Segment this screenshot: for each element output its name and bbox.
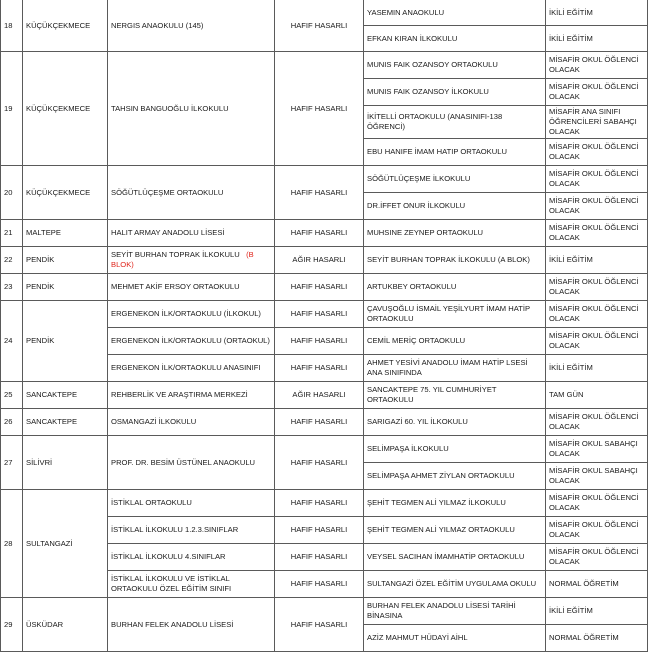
damage-cell: HAFIF HASARLI	[275, 328, 364, 355]
school-cell: MEHMET AKİF ERSOY ORTAOKULU	[108, 274, 275, 301]
row-number: 27	[1, 436, 23, 490]
school-cell: İSTİKLAL İLKOKULU 1.2.3.SINIFLAR	[108, 517, 275, 544]
school-cell: ERGENEKON İLK/ORTAOKULU (İLKOKUL)	[108, 301, 275, 328]
table-row	[1, 247, 648, 274]
damage-cell: HAFIF HASARLI	[275, 166, 364, 220]
damage-cell: HAFIF HASARLI	[275, 0, 364, 52]
status-cell: MİSAFİR OKUL SABAHÇI OLACAK	[546, 436, 648, 463]
target-school-cell: SELİMPAŞA İLKOKULU	[364, 436, 546, 463]
school-cell: ERGENEKON İLK/ORTAOKULU (ORTAOKUL)	[108, 328, 275, 355]
target-school-cell: ŞEHİT TEGMEN ALİ YILMAZ İLKOKULU	[364, 490, 546, 517]
status-cell: MİSAFİR OKUL ÖĞLENCİ OLACAK	[546, 409, 648, 436]
row-number: 23	[1, 274, 23, 301]
table-row	[1, 0, 648, 26]
status-cell: MİSAFİR OKUL ÖĞLENCİ OLACAK	[546, 274, 648, 301]
school-cell: SÖĞÜTLÜÇEŞME ORTAOKULU	[108, 166, 275, 220]
district-cell: PENDİK	[23, 301, 108, 382]
row-number: 21	[1, 220, 23, 247]
table-row	[1, 490, 648, 517]
status-cell: İKİLİ EĞİTİM	[546, 247, 648, 274]
target-school-cell: MUHSINE ZEYNEP ORTAOKULU	[364, 220, 546, 247]
status-cell: TAM GÜN	[546, 382, 648, 409]
target-school-cell: SARIGAZİ 60. YIL İLKOKULU	[364, 409, 546, 436]
school-cell: İSTİKLAL ORTAOKULU	[108, 490, 275, 517]
damage-cell: HAFIF HASARLI	[275, 52, 364, 166]
district-cell: SİLİVRİ	[23, 436, 108, 490]
row-number: 19	[1, 52, 23, 166]
district-cell: KÜÇÜKÇEKMECE	[23, 52, 108, 166]
status-cell: İKİLİ EĞİTİM	[546, 355, 648, 382]
row-number: 18	[1, 0, 23, 52]
district-cell: MALTEPE	[23, 220, 108, 247]
district-cell: KÜÇÜKÇEKMECE	[23, 166, 108, 220]
target-school-cell: CEMİL MERİÇ ORTAOKULU	[364, 328, 546, 355]
school-cell: İSTİKLAL İLKOKULU VE İSTİKLAL ORTAOKULU ÖZEL EĞİTİM SINIFI	[108, 571, 275, 598]
school-cell: ERGENEKON İLK/ORTAOKULU ANASINIFI	[108, 355, 275, 382]
target-school-cell: ŞEHİT TEGMEN ALİ YILMAZ ORTAOKULU	[364, 517, 546, 544]
target-school-cell: DR.İFFET ONUR İLKOKULU	[364, 193, 546, 220]
status-cell: MİSAFİR OKUL ÖĞLENCİ OLACAK	[546, 79, 648, 106]
row-number: 20	[1, 166, 23, 220]
target-school-cell: SEYİT BURHAN TOPRAK İLKOKULU (A BLOK)	[364, 247, 546, 274]
school-cell: İSTİKLAL İLKOKULU 4.SINIFLAR	[108, 544, 275, 571]
table-row	[1, 220, 648, 247]
status-cell: İKİLİ EĞİTİM	[546, 598, 648, 625]
row-number: 29	[1, 598, 23, 652]
status-cell: MİSAFİR ANA SINIFI ÖĞRENCİLERİ SABAHÇI OLACAK	[546, 106, 648, 139]
school-cell	[108, 247, 275, 274]
target-school-cell: ARTUKBEY ORTAOKULU	[364, 274, 546, 301]
district-cell: ÜSKÜDAR	[23, 598, 108, 652]
target-school-cell: SANCAKTEPE 75. YIL CUMHURİYET ORTAOKULU	[364, 382, 546, 409]
status-cell: İKİLİ EĞİTİM	[546, 26, 648, 52]
table-row	[1, 52, 648, 79]
table-row	[1, 382, 648, 409]
target-school-cell: YASEMIN ANAOKULU	[364, 0, 546, 26]
damage-cell: HAFIF HASARLI	[275, 544, 364, 571]
status-cell: NORMAL ÖĞRETİM	[546, 571, 648, 598]
target-school-cell: AZİZ MAHMUT HÜDAYİ AİHL	[364, 625, 546, 652]
district-cell: SANCAKTEPE	[23, 409, 108, 436]
district-cell: SANCAKTEPE	[23, 382, 108, 409]
damage-cell: AĞIR HASARLI	[275, 247, 364, 274]
target-school-cell: ÇAVUŞOĞLU İSMAİL YEŞİLYURT İMAM HATİP ORTAOKULU	[364, 301, 546, 328]
table-row	[1, 166, 648, 193]
damage-cell: HAFIF HASARLI	[275, 355, 364, 382]
damage-cell: HAFIF HASARLI	[275, 517, 364, 544]
table-row	[1, 301, 648, 328]
status-cell: MİSAFİR OKUL ÖĞLENCİ OLACAK	[546, 139, 648, 166]
damage-cell: HAFIF HASARLI	[275, 220, 364, 247]
status-cell: MİSAFİR OKUL ÖĞLENCİ OLACAK	[546, 220, 648, 247]
damage-cell: HAFIF HASARLI	[275, 409, 364, 436]
row-number: 26	[1, 409, 23, 436]
target-school-cell: SULTANGAZİ ÖZEL EĞİTİM UYGULAMA OKULU	[364, 571, 546, 598]
status-cell: MİSAFİR OKUL SABAHÇI OLACAK	[546, 463, 648, 490]
district-cell: KÜÇÜKÇEKMECE	[23, 0, 108, 52]
district-cell: PENDİK	[23, 274, 108, 301]
table-row	[1, 598, 648, 625]
block-note: (B BLOK)	[111, 250, 254, 269]
status-cell: İKİLİ EĞİTİM	[546, 0, 648, 26]
school-cell: REHBERLİK VE ARAŞTIRMA MERKEZİ	[108, 382, 275, 409]
school-cell: PROF. DR. BESİM ÜSTÜNEL ANAOKULU	[108, 436, 275, 490]
target-school-cell: AHMET YESİVİ ANADOLU İMAM HATİP LSESİ ANA SINIFINDA	[364, 355, 546, 382]
damage-cell: AĞIR HASARLI	[275, 382, 364, 409]
target-school-cell: İKİTELLİ ORTAOKULU (ANASINIFI-138 ÖĞRENCİ)	[364, 106, 546, 139]
district-cell: PENDİK	[23, 247, 108, 274]
target-school-cell: BURHAN FELEK ANADOLU LİSESİ TARİHİ BİNASINA	[364, 598, 546, 625]
target-school-cell: SELİMPAŞA AHMET ZİYLAN ORTAOKULU	[364, 463, 546, 490]
school-name: SEYİT BURHAN TOPRAK İLKOKULU	[111, 250, 240, 259]
status-cell: MİSAFİR OKUL ÖĞLENCİ OLACAK	[546, 301, 648, 328]
damage-cell: HAFIF HASARLI	[275, 274, 364, 301]
row-number: 25	[1, 382, 23, 409]
table-row	[1, 409, 648, 436]
target-school-cell: EBU HANIFE İMAM HATIP ORTAOKULU	[364, 139, 546, 166]
school-cell: NERGIS ANAOKULU (145)	[108, 0, 275, 52]
status-cell: MİSAFİR OKUL ÖĞLENCİ OLACAK	[546, 193, 648, 220]
school-cell: TAHSIN BANGUOĞLU İLKOKULU	[108, 52, 275, 166]
table-row	[1, 274, 648, 301]
school-cell: HALIT ARMAY ANADOLU LİSESİ	[108, 220, 275, 247]
district-cell: SULTANGAZİ	[23, 490, 108, 598]
table-row	[1, 436, 648, 463]
school-cell: OSMANGAZİ İLKOKULU	[108, 409, 275, 436]
target-school-cell: VEYSEL SACIHAN İMAMHATİP ORTAOKULU	[364, 544, 546, 571]
damage-cell: HAFIF HASARLI	[275, 301, 364, 328]
status-cell: MİSAFİR OKUL ÖĞLENCİ OLACAK	[546, 52, 648, 79]
school-cell: BURHAN FELEK ANADOLU LİSESİ	[108, 598, 275, 652]
status-cell: MİSAFİR OKUL ÖĞLENCİ OLACAK	[546, 517, 648, 544]
status-cell: MİSAFİR OKUL ÖĞLENCİ OLACAK	[546, 166, 648, 193]
damage-cell: HAFIF HASARLI	[275, 598, 364, 652]
target-school-cell: EFKAN KIRAN İLKOKULU	[364, 26, 546, 52]
target-school-cell: MUNIS FAIK OZANSOY İLKOKULU	[364, 79, 546, 106]
damage-cell: HAFIF HASARLI	[275, 571, 364, 598]
status-cell: MİSAFİR OKUL ÖĞLENCİ OLACAK	[546, 544, 648, 571]
row-number: 22	[1, 247, 23, 274]
status-cell: NORMAL ÖĞRETİM	[546, 625, 648, 652]
status-cell: MİSAFİR OKUL ÖĞLENCİ OLACAK	[546, 490, 648, 517]
row-number: 24	[1, 301, 23, 382]
target-school-cell: SÖĞÜTLÜÇEŞME İLKOKULU	[364, 166, 546, 193]
damage-cell: HAFIF HASARLI	[275, 490, 364, 517]
row-number: 28	[1, 490, 23, 598]
status-cell: MİSAFİR OKUL ÖĞLENCİ OLACAK	[546, 328, 648, 355]
target-school-cell: MUNIS FAIK OZANSOY ORTAOKULU	[364, 52, 546, 79]
damage-cell: HAFIF HASARLI	[275, 436, 364, 490]
